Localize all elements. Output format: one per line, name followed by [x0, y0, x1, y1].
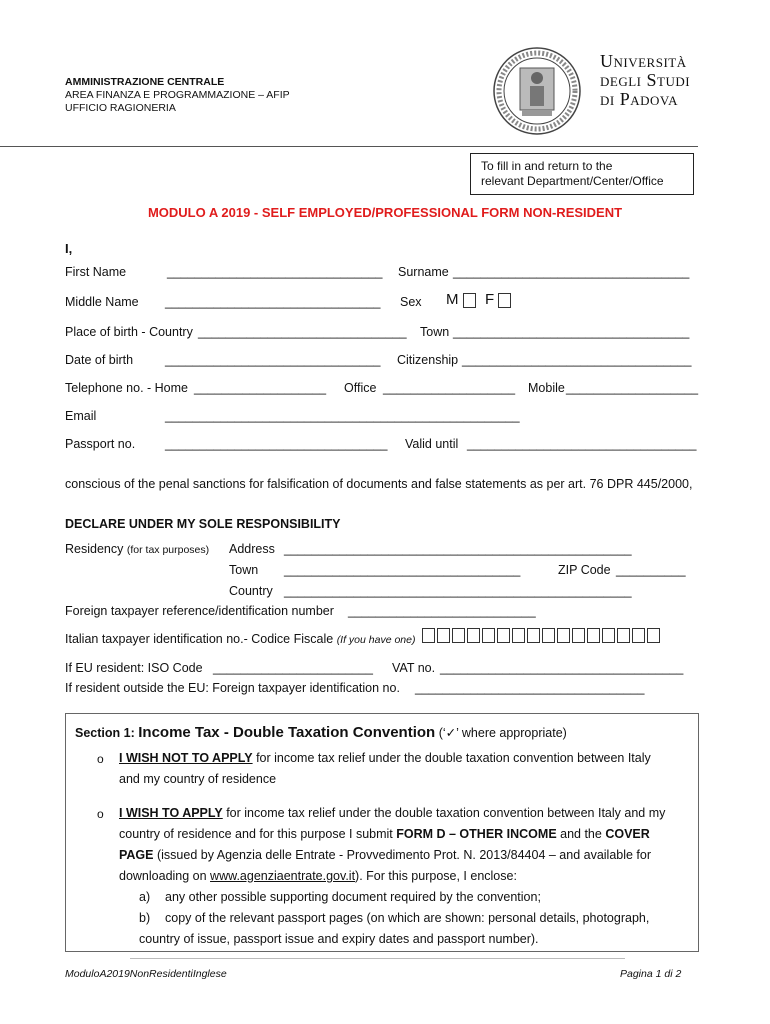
- sex-f-label: F: [485, 291, 495, 308]
- cf-box[interactable]: [542, 628, 555, 643]
- residency-label: Residency: [65, 542, 124, 556]
- mobile-label: Mobile: [528, 381, 565, 395]
- instructions-box: [470, 153, 694, 195]
- cf-box[interactable]: [467, 628, 480, 643]
- residency-country-field[interactable]: __________________________________________________: [284, 584, 632, 598]
- eu-iso-label: If EU resident: ISO Code: [65, 661, 203, 675]
- valid-until-field[interactable]: _________________________________: [467, 437, 697, 451]
- valid-until-label: Valid until: [405, 437, 459, 451]
- cf-box[interactable]: [557, 628, 570, 643]
- cf-box[interactable]: [497, 628, 510, 643]
- vat-field[interactable]: ___________________________________: [440, 661, 684, 675]
- university-name: [600, 52, 690, 109]
- item-b-text: copy of the relevant passport pages (on which are shown: personal details, photograph,: [165, 911, 650, 925]
- cf-box[interactable]: [572, 628, 585, 643]
- option-2-strong: I WISH TO APPLY: [119, 806, 223, 820]
- university-seal-icon: [492, 46, 582, 136]
- item-a-text: any other possible supporting document required by the convention;: [165, 890, 541, 904]
- header-line-2: AREA FINANZA E PROGRAMMAZIONE – AFIP: [65, 89, 290, 101]
- email-label: Email: [65, 409, 97, 423]
- place-of-birth-label: Place of birth - Country: [65, 325, 193, 339]
- italian-id-label-group: [65, 632, 415, 646]
- item-a-mark: a): [139, 890, 151, 904]
- intro-i: I,: [65, 241, 73, 256]
- foreign-ref-label: Foreign taxpayer reference/identification number: [65, 604, 334, 618]
- cf-box[interactable]: [482, 628, 495, 643]
- option-2-text: [119, 803, 694, 887]
- cf-box[interactable]: [512, 628, 525, 643]
- header-divider: [0, 146, 698, 147]
- zip-code-label: ZIP Code: [558, 563, 611, 577]
- middle-name-field[interactable]: _______________________________: [165, 295, 381, 309]
- cf-box[interactable]: [632, 628, 645, 643]
- middle-name-label: Middle Name: [65, 295, 139, 309]
- option-2-and: and the: [556, 827, 606, 841]
- option-2-rest: for income tax relief under the double taxation convention between Italy and my: [222, 806, 666, 820]
- note-line-1: To fill in and return to the: [481, 159, 613, 173]
- address-label: Address: [229, 542, 275, 556]
- header-line-3: UFFICIO RAGIONERIA: [65, 102, 176, 114]
- form-title: MODULO A 2019 - SELF EMPLOYED/PROFESSIONAL FORM NON-RESIDENT: [147, 205, 623, 220]
- sex-m-option[interactable]: [446, 291, 476, 308]
- option-1-text: [119, 748, 689, 790]
- codice-fiscale-boxes[interactable]: [422, 628, 662, 643]
- header-line-1: AMMINISTRAZIONE CENTRALE: [65, 76, 225, 88]
- option-2-line-4a: downloading on: [119, 869, 211, 883]
- cf-box[interactable]: [647, 628, 660, 643]
- option-1-rest: for income tax relief under the double taxation convention between Italy: [252, 751, 651, 765]
- town-of-birth-field[interactable]: __________________________________: [453, 325, 690, 339]
- option-1-strong: I WISH NOT TO APPLY: [119, 751, 253, 765]
- section-1-prefix: Section 1:: [75, 726, 135, 740]
- surname-field[interactable]: __________________________________: [453, 265, 690, 279]
- footer-page-number: Pagina 1 di 2: [620, 968, 682, 980]
- item-b-line-2: country of issue, passport issue and expiry dates and passport number).: [139, 932, 539, 946]
- sex-m-checkbox[interactable]: [463, 293, 476, 308]
- citizenship-field[interactable]: _________________________________: [462, 353, 692, 367]
- sex-m-label: M: [446, 291, 459, 308]
- declaration-heading: DECLARE UNDER MY SOLE RESPONSIBILITY: [65, 517, 341, 531]
- section-1-note: (‘✓’ where appropriate): [438, 726, 567, 740]
- university-line-2: degli Studi: [600, 70, 691, 90]
- option-1-line-2: and my country of residence: [119, 772, 277, 786]
- residency-town-field[interactable]: __________________________________: [284, 563, 521, 577]
- section-1-box: [65, 713, 699, 952]
- sex-f-checkbox[interactable]: [498, 293, 511, 308]
- email-field[interactable]: ___________________________________________________: [165, 409, 520, 423]
- residency-town-label: Town: [229, 563, 259, 577]
- cf-box[interactable]: [527, 628, 540, 643]
- citizenship-label: Citizenship: [397, 353, 459, 367]
- option-2-line-3: (issued by Agenzia delle Entrate - Provvedimento Prot. N. 2013/84404 – and available for: [153, 848, 652, 862]
- cf-box[interactable]: [422, 628, 435, 643]
- sex-label: Sex: [400, 295, 422, 309]
- surname-label: Surname: [398, 265, 449, 279]
- telephone-home-label: Telephone no. - Home: [65, 381, 188, 395]
- option-1-radio[interactable]: o: [97, 752, 104, 766]
- telephone-home-field[interactable]: ___________________: [194, 381, 327, 395]
- passport-label: Passport no.: [65, 437, 136, 451]
- footer-divider: [130, 958, 625, 959]
- office-phone-field[interactable]: ___________________: [383, 381, 516, 395]
- section-1-heading: [75, 724, 567, 741]
- outside-eu-label: If resident outside the EU: Foreign taxpayer identification no.: [65, 681, 400, 695]
- option-2-line-4b: ). For this purpose, I enclose:: [355, 869, 517, 883]
- first-name-field[interactable]: _______________________________: [167, 265, 383, 279]
- place-of-birth-field[interactable]: ______________________________: [198, 325, 407, 339]
- address-field[interactable]: __________________________________________________: [284, 542, 632, 556]
- date-of-birth-label: Date of birth: [65, 353, 134, 367]
- option-2-cover: COVER: [605, 827, 650, 841]
- residency-label-group: [65, 542, 209, 556]
- agenzia-link[interactable]: www.agenziaentrate.gov.it: [210, 869, 356, 883]
- first-name-label: First Name: [65, 265, 127, 279]
- foreign-ref-field[interactable]: ___________________________: [348, 604, 536, 618]
- mobile-field[interactable]: ___________________: [566, 381, 699, 395]
- option-2-form: FORM D – OTHER INCOME: [396, 827, 557, 841]
- section-1-title: Income Tax - Double Taxation Convention: [138, 724, 436, 741]
- office-phone-label: Office: [344, 381, 377, 395]
- cf-box[interactable]: [452, 628, 465, 643]
- footer-filename: ModuloA2019NonResidentiInglese: [65, 968, 227, 980]
- town-of-birth-label: Town: [420, 325, 450, 339]
- vat-label: VAT no.: [392, 661, 436, 675]
- date-of-birth-field[interactable]: _______________________________: [165, 353, 381, 367]
- cf-box[interactable]: [617, 628, 630, 643]
- italian-id-note: (If you have one): [336, 634, 416, 646]
- conscious-paragraph: conscious of the penal sanctions for falsification of documents and false statements as per art. 76 DPR 445/2000,: [65, 477, 693, 491]
- university-line-1: Università: [600, 51, 687, 71]
- office-header: [65, 76, 290, 115]
- cf-box[interactable]: [602, 628, 615, 643]
- residency-note: (for tax purposes): [126, 544, 210, 556]
- university-line-3: di Padova: [600, 89, 678, 109]
- residency-country-label: Country: [229, 584, 273, 598]
- item-b-mark: b): [139, 911, 151, 925]
- option-2-radio[interactable]: o: [97, 807, 104, 821]
- cf-box[interactable]: [587, 628, 600, 643]
- italian-id-label: Italian taxpayer identification no.- Codice Fiscale: [65, 632, 334, 646]
- zip-code-field[interactable]: __________: [616, 563, 686, 577]
- eu-iso-field[interactable]: _______________________: [213, 661, 373, 675]
- option-2-line-2a: country of residence and for this purpose I submit: [119, 827, 397, 841]
- note-line-2: relevant Department/Center/Office: [481, 174, 664, 188]
- outside-eu-field[interactable]: _________________________________: [415, 681, 645, 695]
- cf-box[interactable]: [437, 628, 450, 643]
- passport-field[interactable]: ________________________________: [165, 437, 388, 451]
- option-2-page: PAGE: [119, 848, 154, 862]
- sex-f-option[interactable]: [485, 291, 511, 308]
